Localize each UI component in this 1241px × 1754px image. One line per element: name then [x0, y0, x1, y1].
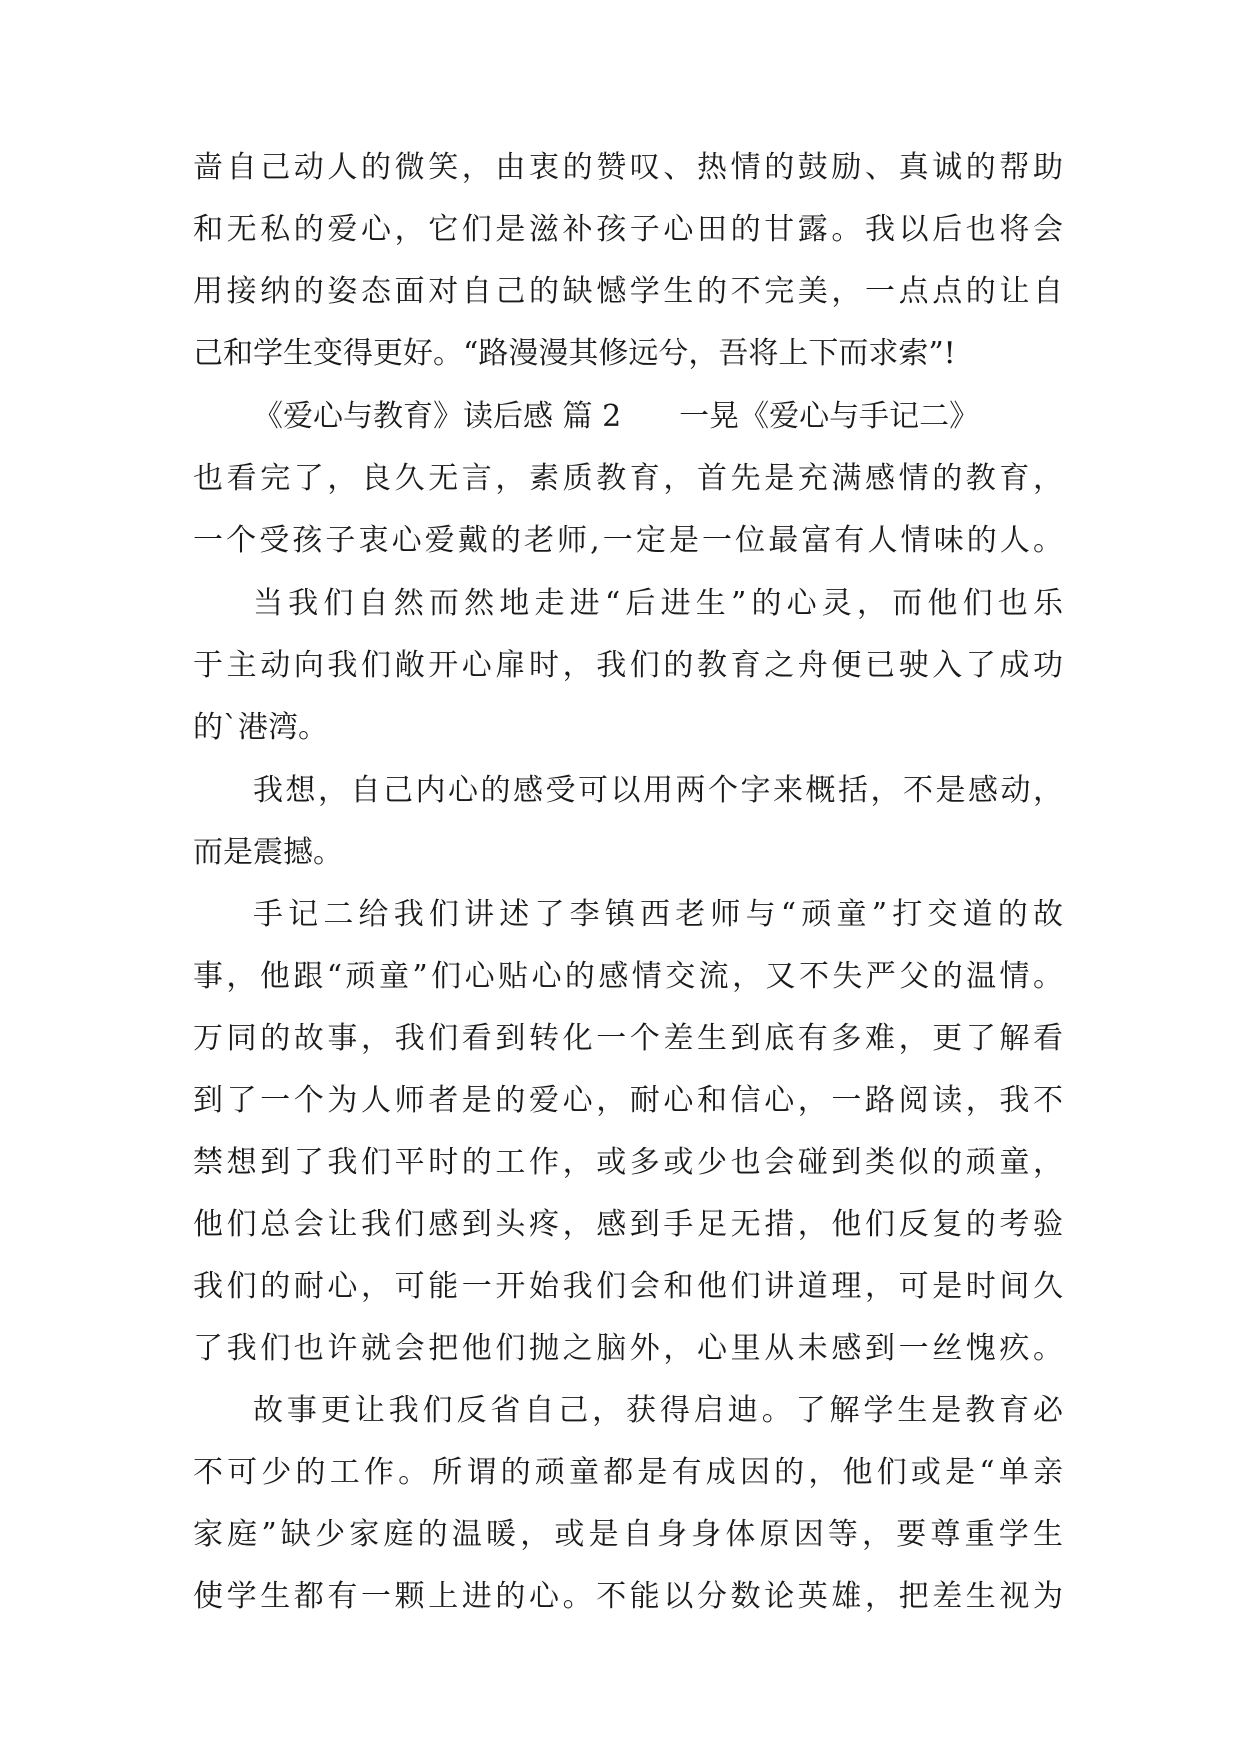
- paragraph-line: 了我们也许就会把他们抛之脑外，心里从未感到一丝愧疚。: [193, 1331, 1063, 1366]
- paragraph-line: 用接纳的姿态面对自己的缺憾学生的不完美，一点点的让自: [193, 274, 1063, 309]
- paragraph-line: 一个受孩子衷心爱戴的老师,一定是一位最富有人情味的人。: [193, 523, 1063, 558]
- paragraph-line: 不可少的工作。所谓的顽童都是有成因的，他们或是“单亲: [193, 1455, 1063, 1490]
- paragraph-line: 我想，自己内心的感受可以用两个字来概括，不是感动，: [253, 773, 1063, 808]
- paragraph-line: 家庭”缺少家庭的温暖，或是自身身体原因等，要尊重学生: [193, 1517, 1063, 1552]
- paragraph-line: 他们总会让我们感到头疼，感到手足无措，他们反复的考验: [193, 1207, 1063, 1242]
- paragraph-line: 到了一个为人师者是的爱心，耐心和信心，一路阅读，我不: [193, 1083, 1063, 1118]
- paragraph-line: 当我们自然而然地走进“后进生”的心灵，而他们也乐: [253, 586, 1063, 621]
- paragraph-line: 事，他跟“顽童”们心贴心的感情交流，又不失严父的温情。: [193, 959, 1063, 994]
- paragraph-line: 禁想到了我们平时的工作，或多或少也会碰到类似的顽童，: [193, 1145, 1063, 1180]
- paragraph-line: 的`港湾。: [193, 710, 328, 745]
- paragraph-line: 我们的耐心，可能一开始我们会和他们讲道理，可是时间久: [193, 1269, 1063, 1304]
- paragraph-line: 使学生都有一颗上进的心。不能以分数论英雄，把差生视为: [193, 1579, 1063, 1614]
- paragraph-line: 己和学生变得更好。“路漫漫其修远兮，吾将上下而求索”!: [193, 336, 956, 371]
- paragraph-line: 手记二给我们讲述了李镇西老师与“顽童”打交道的故: [253, 897, 1063, 932]
- paragraph-line: 故事更让我们反省自己，获得启迪。了解学生是教育必: [253, 1393, 1063, 1428]
- paragraph-line: 于主动向我们敞开心扉时，我们的教育之舟便已驶入了成功: [193, 648, 1063, 683]
- paragraph-line: 也看完了，良久无言，素质教育，首先是充满感情的教育，: [193, 461, 1063, 496]
- essay-heading: [253, 386, 1063, 448]
- essay-title: 《爱心与教育》读后感 篇 2: [253, 399, 622, 434]
- paragraph-line: 啬自己动人的微笑，由衷的赞叹、热情的鼓励、真诚的帮助: [193, 150, 1063, 185]
- paragraph-line: 而是震撼。: [193, 835, 343, 870]
- essay-opening: 一晃《爱心与手记二》: [679, 399, 980, 434]
- paragraph-line: 和无私的爱心，它们是滋补孩子心田的甘露。我以后也将会: [193, 212, 1063, 247]
- paragraph-line: 万同的故事，我们看到转化一个差生到底有多难，更了解看: [193, 1021, 1063, 1056]
